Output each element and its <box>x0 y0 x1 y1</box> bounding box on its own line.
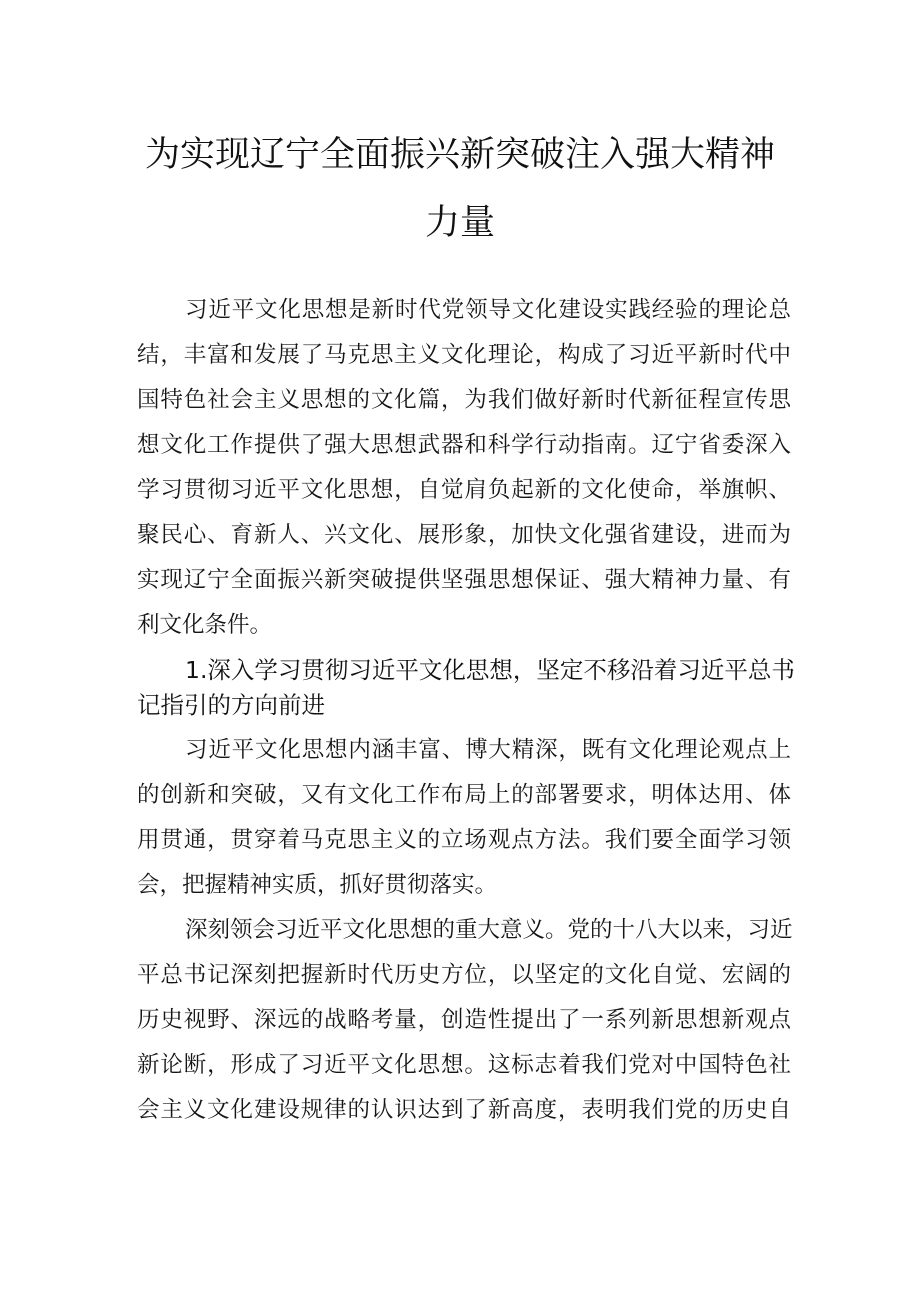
paragraph-line: 新论断，形成了习近平文化思想。这标志着我们党对中国特色社 <box>137 1052 791 1078</box>
paragraph-line: 深刻领会习近平文化思想的重大意义。党的十八大以来，习近 <box>185 917 793 943</box>
paragraph-line: 结，丰富和发展了马克思主义文化理论，构成了习近平新时代中 <box>137 342 791 368</box>
paragraph-line: 会主义文化建设规律的认识达到了新高度，表明我们党的历史自 <box>137 1097 791 1123</box>
paragraph-line: 国特色社会主义思想的文化篇，为我们做好新时代新征程宣传思 <box>137 387 791 413</box>
paragraph-line: 用贯通，贯穿着马克思主义的立场观点方法。我们要全面学习领 <box>137 827 791 853</box>
paragraph-line: 实现辽宁全面振兴新突破提供坚强思想保证、强大精神力量、有 <box>137 567 791 593</box>
paragraph-line: 习近平文化思想是新时代党领导文化建设实践经验的理论总 <box>185 297 791 323</box>
paragraph-line: 利文化条件。 <box>137 612 273 638</box>
paragraph-line: 会，把握精神实质，抓好贯彻落实。 <box>137 872 498 898</box>
document-title-line-2: 力量 <box>424 203 495 243</box>
paragraph-line: 历史视野、深远的战略考量，创造性提出了一系列新思想新观点 <box>137 1007 791 1033</box>
heading-line: 1.深入学习贯彻习近平文化思想，坚定不移沿着习近平总书 <box>185 656 795 684</box>
paragraph-line: 聚民心、育新人、兴文化、展形象，加快文化强省建设，进而为 <box>137 522 791 548</box>
document-title-line-1: 为实现辽宁全面振兴新突破注入强大精神 <box>144 135 775 175</box>
paragraph-line: 学习贯彻习近平文化思想，自觉肩负起新的文化使命，举旗帜、 <box>137 477 791 503</box>
paragraph-line: 想文化工作提供了强大思想武器和科学行动指南。辽宁省委深入 <box>137 432 791 458</box>
heading-line: 记指引的方向前进 <box>137 691 325 719</box>
paragraph-line: 的创新和突破，又有文化工作布局上的部署要求，明体达用、体 <box>137 782 791 808</box>
paragraph-line: 习近平文化思想内涵丰富、博大精深，既有文化理论观点上 <box>185 737 791 763</box>
paragraph-line: 平总书记深刻把握新时代历史方位，以坚定的文化自觉、宏阔的 <box>137 962 791 988</box>
